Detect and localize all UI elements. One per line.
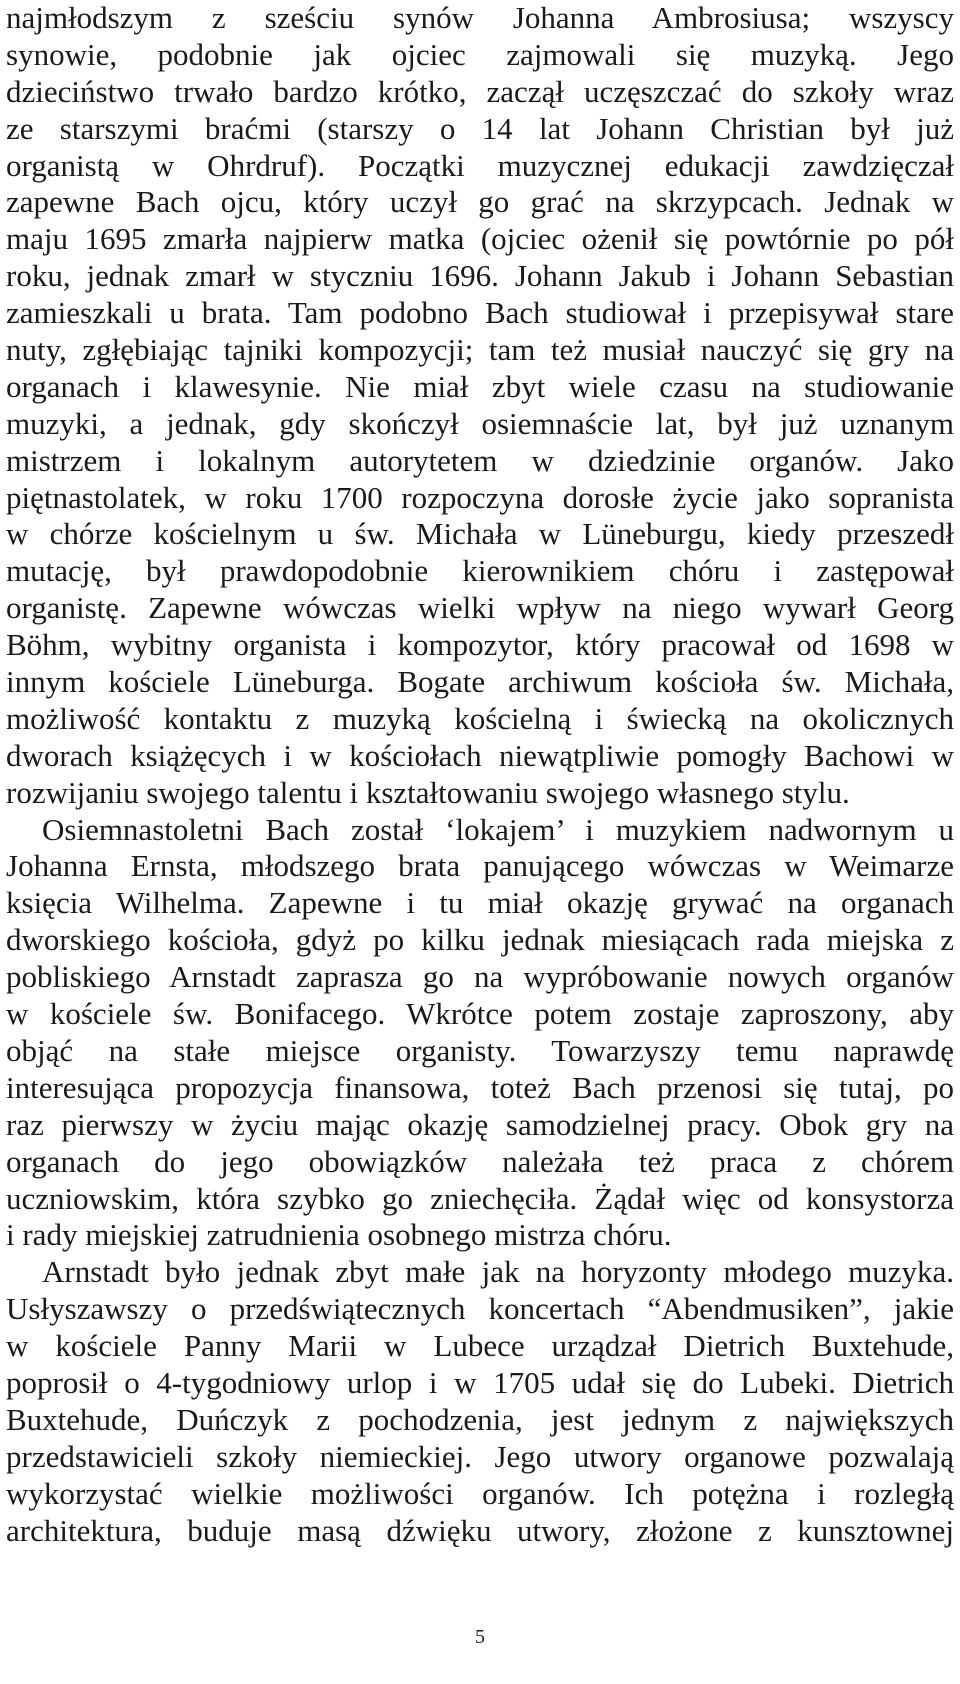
text-line: Buxtehude, Duńczyk z pochodzenia, jest jednym z największych xyxy=(6,1401,954,1437)
text-line: innym kościele Lüneburga. Bogate archiwum kościoła św. Michała, xyxy=(6,664,954,700)
text-line: księcia Wilhelma. Zapewne i tu miał okazję grywać na organach xyxy=(6,885,954,921)
text-line: roku, jednak zmarł w styczniu 1696. Johann Jakub i Johann Sebastian xyxy=(6,258,954,294)
text-line: dworskiego kościoła, gdyż po kilku jednak miesiącach rada miejska z xyxy=(6,922,954,958)
text-line: przedstawicieli szkoły niemieckiej. Jego utwory organowe pozwalają xyxy=(6,1438,954,1474)
text-line: organistą w Ohrdruf). Początki muzycznej edukacji zawdzięczał xyxy=(6,147,954,183)
text-line: Usłyszawszy o przedświątecznych koncertach “Abendmusiken”, jakie xyxy=(6,1291,954,1327)
text-line: wykorzystać wielkie możliwości organów. Ich potężna i rozległą xyxy=(6,1475,954,1511)
text-line: Osiemnastoletni Bach został ‘lokajem’ i muzykiem nadwornym u xyxy=(42,811,954,847)
text-line: muzyki, a jednak, gdy skończył osiemnaście lat, był już uznanym xyxy=(6,405,954,441)
text-line: w kościele Panny Marii w Lubece urządzał Dietrich Buxtehude, xyxy=(6,1328,954,1364)
text-line: maju 1695 zmarła najpierw matka (ojciec ożenił się powtórnie po pół xyxy=(6,221,954,257)
page-number: 5 xyxy=(475,1626,485,1648)
text-line: organach i klawesynie. Nie miał zbyt wiele czasu na studiowanie xyxy=(6,368,954,404)
document-page xyxy=(6,0,954,1549)
text-line: w chórze kościelnym u św. Michała w Lüneburgu, kiedy przeszedł xyxy=(6,516,954,552)
text-line: interesująca propozycja finansowa, toteż Bach przenosi się tutaj, po xyxy=(6,1069,954,1105)
text-line: dworach książęcych i w kościołach niewątpliwie pomogły Bachowi w xyxy=(6,737,954,773)
text-line: Arnstadt było jednak zbyt małe jak na horyzonty młodego muzyka. xyxy=(42,1254,954,1290)
body-text xyxy=(6,0,954,1549)
text-line: Johanna Ernsta, młodszego brata panującego wówczas w Weimarze xyxy=(6,848,954,884)
text-line: architektura, buduje masą dźwięku utwory, złożone z kunsztownej xyxy=(6,1512,954,1548)
text-line: najmłodszym z sześciu synów Johanna Ambrosiusa; wszyscy xyxy=(6,0,954,35)
text-line: poprosił o 4-tygodniowy urlop i w 1705 udał się do Lubeki. Dietrich xyxy=(6,1364,954,1400)
text-line: zamieszkali u brata. Tam podobno Bach studiował i przepisywał stare xyxy=(6,295,954,331)
text-line: uczniowskim, która szybko go zniechęciła. Żądał więc od konsystorza xyxy=(6,1180,954,1216)
text-line: raz pierwszy w życiu mając okazję samodzielnej pracy. Obok gry na xyxy=(6,1106,954,1142)
text-line: organach do jego obowiązków należała też praca z chórem xyxy=(6,1143,954,1179)
text-line: nuty, zgłębiając tajniki kompozycji; tam też musiał nauczyć się gry na xyxy=(6,332,954,368)
text-line: pobliskiego Arnstadt zaprasza go na wypróbowanie nowych organów xyxy=(6,959,954,995)
text-line: mistrzem i lokalnym autorytetem w dziedzinie organów. Jako xyxy=(6,442,954,478)
text-line: w kościele św. Bonifacego. Wkrótce potem zostaje zaproszony, aby xyxy=(6,996,954,1032)
text-line: i rady miejskiej zatrudnienia osobnego mistrza chóru. xyxy=(6,1217,672,1253)
text-line: dzieciństwo trwało bardzo krótko, zaczął uczęszczać do szkoły wraz xyxy=(6,73,954,109)
text-line: objąć na stałe miejsce organisty. Towarzyszy temu naprawdę xyxy=(6,1032,954,1068)
text-line: możliwość kontaktu z muzyką kościelną i świecką na okolicznych xyxy=(6,700,954,736)
text-line: ze starszymi braćmi (starszy o 14 lat Johann Christian był już xyxy=(6,110,954,146)
text-line: rozwijaniu swojego talentu i kształtowaniu swojego własnego stylu. xyxy=(6,774,850,810)
text-line: Böhm, wybitny organista i kompozytor, który pracował od 1698 w xyxy=(6,627,954,663)
text-line: piętnastolatek, w roku 1700 rozpoczyna dorosłe życie jako sopranista xyxy=(6,479,954,515)
text-line: zapewne Bach ojcu, który uczył go grać na skrzypcach. Jednak w xyxy=(6,184,954,220)
text-line: mutację, był prawdopodobnie kierownikiem chóru i zastępował xyxy=(6,553,954,589)
text-line: synowie, podobnie jak ojciec zajmowali się muzyką. Jego xyxy=(6,36,954,72)
text-line: organistę. Zapewne wówczas wielki wpływ na niego wywarł Georg xyxy=(6,590,954,626)
